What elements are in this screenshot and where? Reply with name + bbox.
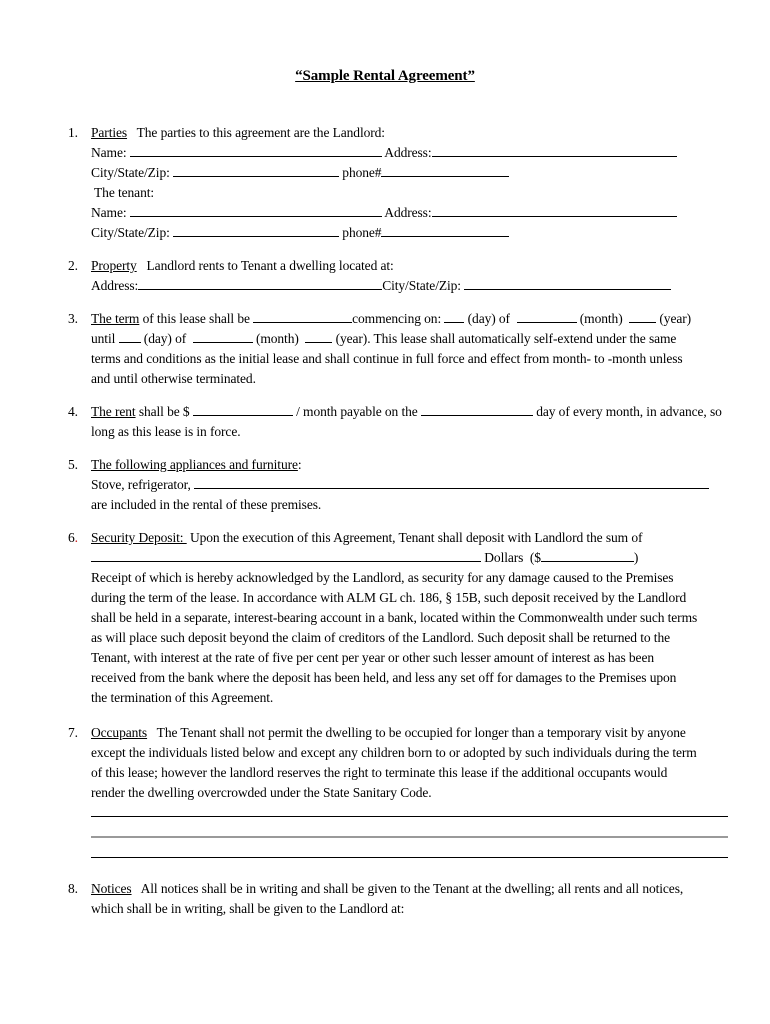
item-body <box>91 455 727 515</box>
text-run: are included in the rental of these premises. <box>91 497 322 512</box>
text-line <box>91 402 727 422</box>
text-run: Tenant, with interest at the rate of five per cent per year or other such lesser amount of interest as has been <box>91 650 654 665</box>
text-line <box>91 608 727 628</box>
item-body <box>91 123 727 243</box>
text-run: Address: <box>381 205 432 220</box>
item-body <box>91 528 727 708</box>
text-line <box>91 823 727 844</box>
text-run: Address: <box>91 278 139 293</box>
text-run: 5. <box>68 457 78 472</box>
text-run: the termination of this Agreement. <box>91 690 274 705</box>
agreement-item <box>68 256 727 296</box>
blank-field[interactable] <box>381 163 509 177</box>
underlined-heading: Security Deposit: <box>91 530 187 545</box>
text-line <box>91 899 727 919</box>
underlined-heading: Property <box>91 258 137 273</box>
text-run: commencing on: <box>352 311 445 326</box>
text-run: ) <box>633 550 639 565</box>
text-run: Name: <box>91 205 130 220</box>
underlined-heading: Occupants <box>91 725 148 740</box>
item-number <box>68 123 91 243</box>
text-run: and until otherwise terminated. <box>91 371 256 386</box>
text-run: City/State/Zip: <box>91 165 174 180</box>
blank-field[interactable] <box>173 223 339 237</box>
blank-field[interactable] <box>305 329 332 343</box>
text-line <box>91 183 727 203</box>
blank-field[interactable] <box>91 548 481 562</box>
text-run: except the individuals listed below and except any children born to or adopted by such individuals during the term <box>91 745 697 760</box>
text-run: 4. <box>68 404 78 419</box>
text-line <box>91 743 727 763</box>
text-run: render the dwelling overcrowded under the State Sanitary Code. <box>91 785 432 800</box>
blank-field[interactable] <box>194 475 709 489</box>
text-line <box>91 163 727 183</box>
underlined-heading: Parties <box>91 125 128 140</box>
text-line <box>91 688 727 708</box>
agreement-item <box>68 402 727 442</box>
text-run: (month) <box>576 311 630 326</box>
text-line <box>91 329 727 349</box>
text-line <box>91 143 727 163</box>
text-run: terms and conditions as the initial lease and shall continue in full force and effect from month- to -month unless <box>91 351 683 366</box>
underlined-heading: The following appliances and furniture <box>91 457 298 472</box>
text-run: (day) of <box>464 311 517 326</box>
blank-field[interactable] <box>253 309 352 323</box>
text-run: (month) <box>252 331 306 346</box>
text-run: Receipt of which is hereby acknowledged by the Landlord, as security for any damage caused to the Premises <box>91 570 674 585</box>
text-run: Landlord rents to Tenant a dwelling located at: <box>136 258 394 273</box>
text-line <box>91 309 727 329</box>
blank-field[interactable] <box>444 309 464 323</box>
item-body <box>91 723 727 864</box>
item-number <box>68 528 91 708</box>
blank-field[interactable] <box>130 203 382 217</box>
text-line <box>91 256 727 276</box>
agreement-item <box>68 723 727 864</box>
text-run: shall be held in a separate, interest-bearing account in a bank, located within the Commonwealth under such terms <box>91 610 698 625</box>
text-run: 7. <box>68 725 78 740</box>
text-run: 1. <box>68 125 78 140</box>
text-run: Dollars ($ <box>481 550 541 565</box>
text-line <box>91 588 727 608</box>
blank-field[interactable] <box>119 329 141 343</box>
text-run: : <box>297 457 302 472</box>
text-line <box>91 123 727 143</box>
text-run: 2. <box>68 258 78 273</box>
underlined-heading: Notices <box>91 881 132 896</box>
text-run: Upon the execution of this Agreement, Tenant shall deposit with Landlord the sum of <box>186 530 643 545</box>
item-body <box>91 256 727 296</box>
item-number <box>68 309 91 389</box>
blank-field[interactable] <box>138 276 382 290</box>
agreement-item <box>68 455 727 515</box>
text-line <box>91 783 727 803</box>
text-line <box>91 475 727 495</box>
text-line <box>91 668 727 688</box>
underlined-heading: The rent <box>91 404 136 419</box>
text-line <box>91 628 727 648</box>
blank-field[interactable] <box>91 823 728 838</box>
text-line <box>91 548 727 568</box>
text-run: long as this lease is in force. <box>91 424 241 439</box>
agreement-item <box>68 309 727 389</box>
blank-field[interactable] <box>629 309 656 323</box>
text-line <box>91 495 727 515</box>
text-run: Name: <box>91 145 130 160</box>
text-line <box>91 223 727 243</box>
text-run: of this lease; however the landlord reserves the right to terminate this lease if the additional occupants would <box>91 765 668 780</box>
blank-field[interactable] <box>91 844 728 858</box>
text-run: which shall be in writing, shall be given to the Landlord at: <box>91 901 405 916</box>
agreement-item <box>68 879 727 919</box>
blank-field[interactable] <box>432 203 677 217</box>
item-body <box>91 309 727 389</box>
blank-field[interactable] <box>193 329 253 343</box>
text-run: (year). This lease shall automatically self-extend under the same <box>332 331 677 346</box>
text-run: The parties to this agreement are the Landlord: <box>127 125 385 140</box>
text-line <box>91 763 727 783</box>
text-run: City/State/Zip: <box>382 278 465 293</box>
text-run: The Tenant shall not permit the dwelling to be occupied for longer than a temporary visit by anyone <box>147 725 686 740</box>
text-run: (year) <box>656 311 692 326</box>
red-period: . <box>74 530 78 545</box>
item-number <box>68 723 91 864</box>
text-line <box>91 723 727 743</box>
blank-field[interactable] <box>432 143 677 157</box>
text-line <box>91 844 727 864</box>
text-run: phone# <box>339 225 382 240</box>
text-run: City/State/Zip: <box>91 225 174 240</box>
text-run: The tenant: <box>91 185 155 200</box>
text-run: Address: <box>381 145 432 160</box>
text-line <box>91 276 727 296</box>
text-line <box>91 648 727 668</box>
blank-field[interactable] <box>130 143 382 157</box>
text-line <box>91 455 727 475</box>
item-body <box>91 402 727 442</box>
document-title: “Sample Rental Agreement” <box>295 68 475 84</box>
text-run: shall be $ <box>135 404 193 419</box>
item-number <box>68 256 91 296</box>
item-body <box>91 879 727 919</box>
text-line <box>91 528 727 548</box>
underlined-heading: The term <box>91 311 140 326</box>
blank-field[interactable] <box>91 803 728 817</box>
blank-field[interactable] <box>464 276 671 290</box>
text-line <box>91 568 727 588</box>
text-run: phone# <box>339 165 382 180</box>
item-number <box>68 402 91 442</box>
agreement-item <box>68 123 727 243</box>
text-run: / month payable on the <box>292 404 421 419</box>
text-line <box>91 203 727 223</box>
text-run: during the term of the lease. In accordance with ALM GL ch. 186, § 15B, such deposit received by the Landlord <box>91 590 687 605</box>
blank-field[interactable] <box>421 402 533 416</box>
text-line <box>91 349 727 369</box>
text-line <box>91 369 727 389</box>
text-run: Stove, refrigerator, <box>91 477 195 492</box>
text-run: received from the bank where the deposit has been held, and less any set off for damages to the Premises upon <box>91 670 677 685</box>
text-run: 6 <box>68 530 75 545</box>
blank-field[interactable] <box>381 223 509 237</box>
text-run: of this lease shall be <box>139 311 254 326</box>
text-run: 3. <box>68 311 78 326</box>
item-number <box>68 455 91 515</box>
text-line <box>91 422 727 442</box>
text-line <box>91 879 727 899</box>
text-run: 8. <box>68 881 78 896</box>
text-run: day of every month, in advance, so <box>532 404 722 419</box>
blank-field[interactable] <box>541 548 634 562</box>
item-number <box>68 879 91 919</box>
text-run: as will place such deposit beyond the claim of creditors of the Landlord. Such deposit shall be returned to the <box>91 630 670 645</box>
blank-field[interactable] <box>517 309 577 323</box>
text-run: (day) of <box>140 331 193 346</box>
agreement-item <box>68 528 727 708</box>
agreement-items <box>68 123 727 919</box>
text-run: until <box>91 331 119 346</box>
text-line <box>91 803 727 823</box>
blank-field[interactable] <box>193 402 293 416</box>
blank-field[interactable] <box>173 163 339 177</box>
text-run: All notices shall be in writing and shall be given to the Tenant at the dwelling; all rents and all notices, <box>131 881 684 896</box>
